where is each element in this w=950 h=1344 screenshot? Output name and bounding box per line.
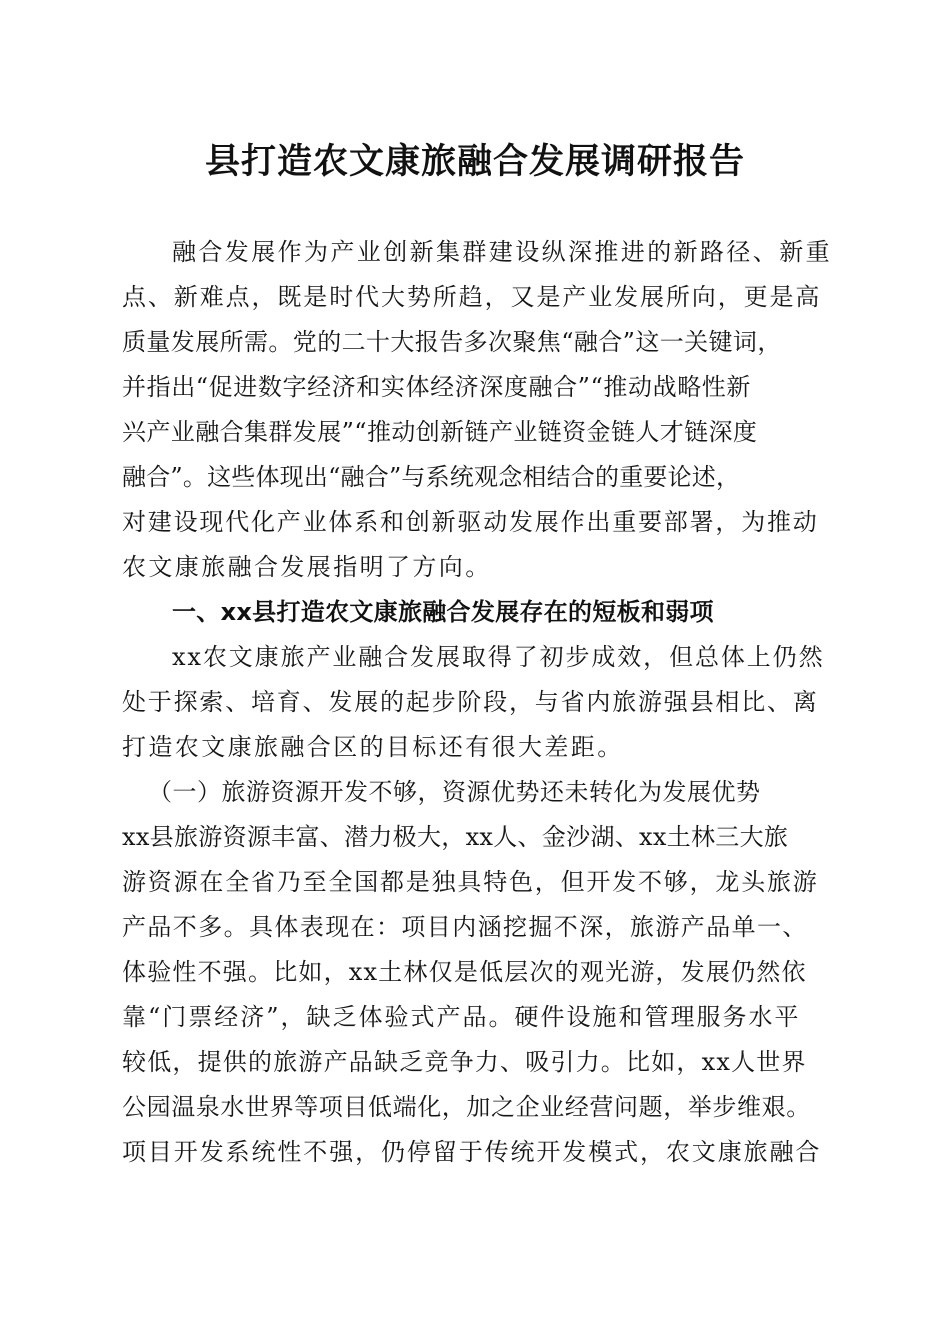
paragraph-line: 项目开发系统性不强，仍停留于传统开发模式，农文康旅融合 xyxy=(122,1138,822,1166)
paragraph-line: 点、新难点，既是时代大势所趋，又是产业发展所向，更是高 xyxy=(122,283,822,311)
paragraph-line: 融合发展作为产业创新集群建设纵深推进的新路径、新重 xyxy=(172,238,832,266)
paragraph-line: 农文康旅融合发展指明了方向。 xyxy=(122,553,492,581)
paragraph-line: 处于探索、培育、发展的起步阶段，与省内旅游强县相比、离 xyxy=(122,688,819,716)
paragraph-line: 产品不多。具体表现在：项目内涵挖掘不深，旅游产品单一、 xyxy=(122,913,808,941)
paragraph-line: 靠“门票经济”，缺乏体验式产品。硬件设施和管理服务水平 xyxy=(122,1003,801,1031)
section-heading: 一、xx县打造农文康旅融合发展存在的短板和弱项 xyxy=(172,598,714,626)
document-title: 县打造农文康旅融合发展调研报告 xyxy=(204,142,745,182)
paragraph-line: 较低，提供的旅游产品缺乏竞争力、吸引力。比如，xx人世界 xyxy=(122,1048,807,1076)
paragraph-line: 兴产业融合集群发展”“推动创新链产业链资金链人才链深度 xyxy=(122,418,758,446)
paragraph-line: 并指出“促进数字经济和实体经济深度融合”“推动战略性新 xyxy=(122,373,752,401)
paragraph-line: 对建设现代化产业体系和创新驱动发展作出重要部署，为推动 xyxy=(122,508,819,536)
paragraph-line: 融合”。这些体现出“融合”与系统观念相结合的重要论述， xyxy=(122,463,741,491)
paragraph-line: 体验性不强。比如，xx土林仅是低层次的观光游，发展仍然依 xyxy=(122,958,807,986)
paragraph-line: 打造农文康旅融合区的目标还有很大差距。 xyxy=(122,733,624,761)
paragraph-line: xx县旅游资源丰富、潜力极大，xx人、金沙湖、xx土林三大旅 xyxy=(122,823,789,851)
paragraph-line: 游资源在全省乃至全国都是独具特色，但开发不够，龙头旅游 xyxy=(122,868,819,896)
subsection-heading: （一）旅游资源开发不够，资源优势还未转化为发展优势 xyxy=(148,778,761,806)
paragraph-line: 公园温泉水世界等项目低端化，加之企业经营问题，举步维艰。 xyxy=(122,1093,811,1121)
paragraph-line: xx农文康旅产业融合发展取得了初步成效，但总体上仍然 xyxy=(172,643,825,671)
paragraph-line: 质量发展所需。党的二十大报告多次聚焦“融合”这一关键词， xyxy=(122,328,782,356)
